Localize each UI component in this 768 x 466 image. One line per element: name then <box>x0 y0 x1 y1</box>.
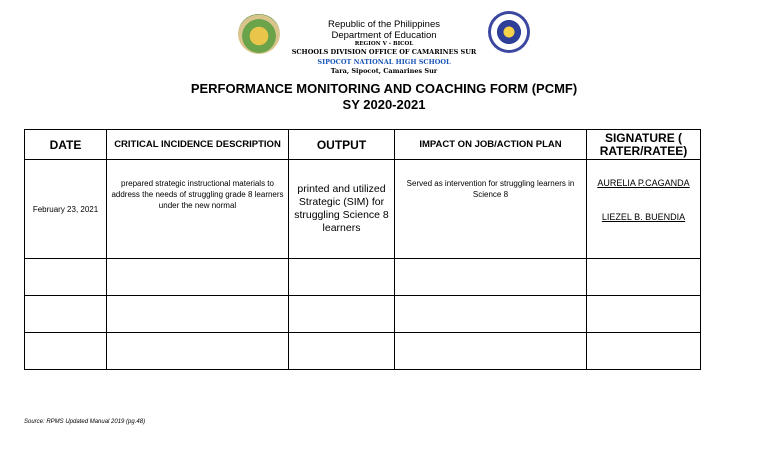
pcmf-table <box>24 129 701 370</box>
table-header-row <box>25 130 701 160</box>
empty-cell <box>107 333 289 370</box>
header-republic: Republic of the Philippines <box>328 19 440 30</box>
cell-impact: Served as intervention for struggling learners in Science 8 <box>395 160 587 259</box>
empty-cell <box>107 259 289 296</box>
col-header-date: DATE <box>25 130 107 160</box>
col-header-critical: CRITICAL INCIDENCE DESCRIPTION <box>107 130 289 160</box>
empty-cell <box>289 296 395 333</box>
empty-cell <box>587 333 701 370</box>
table-row-empty <box>25 296 701 333</box>
table-row-empty <box>25 333 701 370</box>
cell-critical: prepared strategic instructional materials to address the needs of struggling grade 8 learners under the new normal <box>107 160 289 259</box>
empty-cell <box>395 259 587 296</box>
school-year: SY 2020-2021 <box>342 97 426 112</box>
form-title: PERFORMANCE MONITORING AND COACHING FORM (PCMF) <box>190 81 578 96</box>
header-division: SCHOOLS DIVISION OFFICE OF CAMARINES SUR <box>291 48 477 56</box>
header-school: SIPOCOT NATIONAL HIGH SCHOOL <box>317 58 451 66</box>
empty-cell <box>25 259 107 296</box>
table-row <box>25 160 701 259</box>
source-note: Source: RPMS Updated Manual 2019 (pg.48) <box>24 419 146 425</box>
header-department: Department of Education <box>331 30 437 41</box>
rater-name: AURELIA P.CAGANDA <box>597 178 690 188</box>
col-header-output: OUTPUT <box>289 130 395 160</box>
empty-cell <box>587 296 701 333</box>
col-header-impact: IMPACT ON JOB/ACTION PLAN <box>395 130 587 160</box>
table-row-empty <box>25 259 701 296</box>
header-address: Tara, Sipocot, Camarines Sur <box>330 67 438 75</box>
empty-cell <box>25 333 107 370</box>
empty-cell <box>107 296 289 333</box>
empty-cell <box>395 333 587 370</box>
empty-cell <box>395 296 587 333</box>
header-region: REGION V - BICOL <box>354 41 414 47</box>
cell-output: printed and utilized Strategic (SIM) for struggling Science 8 learners <box>289 160 395 259</box>
col-header-signature: SIGNATURE ( RATER/RATEE) <box>587 130 701 160</box>
cell-signature <box>587 160 701 259</box>
signature-spacer <box>590 188 697 212</box>
empty-cell <box>587 259 701 296</box>
empty-cell <box>289 333 395 370</box>
cell-date: February 23, 2021 <box>25 160 107 259</box>
empty-cell <box>25 296 107 333</box>
empty-cell <box>289 259 395 296</box>
ratee-name: LIEZEL B. BUENDIA <box>601 212 686 222</box>
